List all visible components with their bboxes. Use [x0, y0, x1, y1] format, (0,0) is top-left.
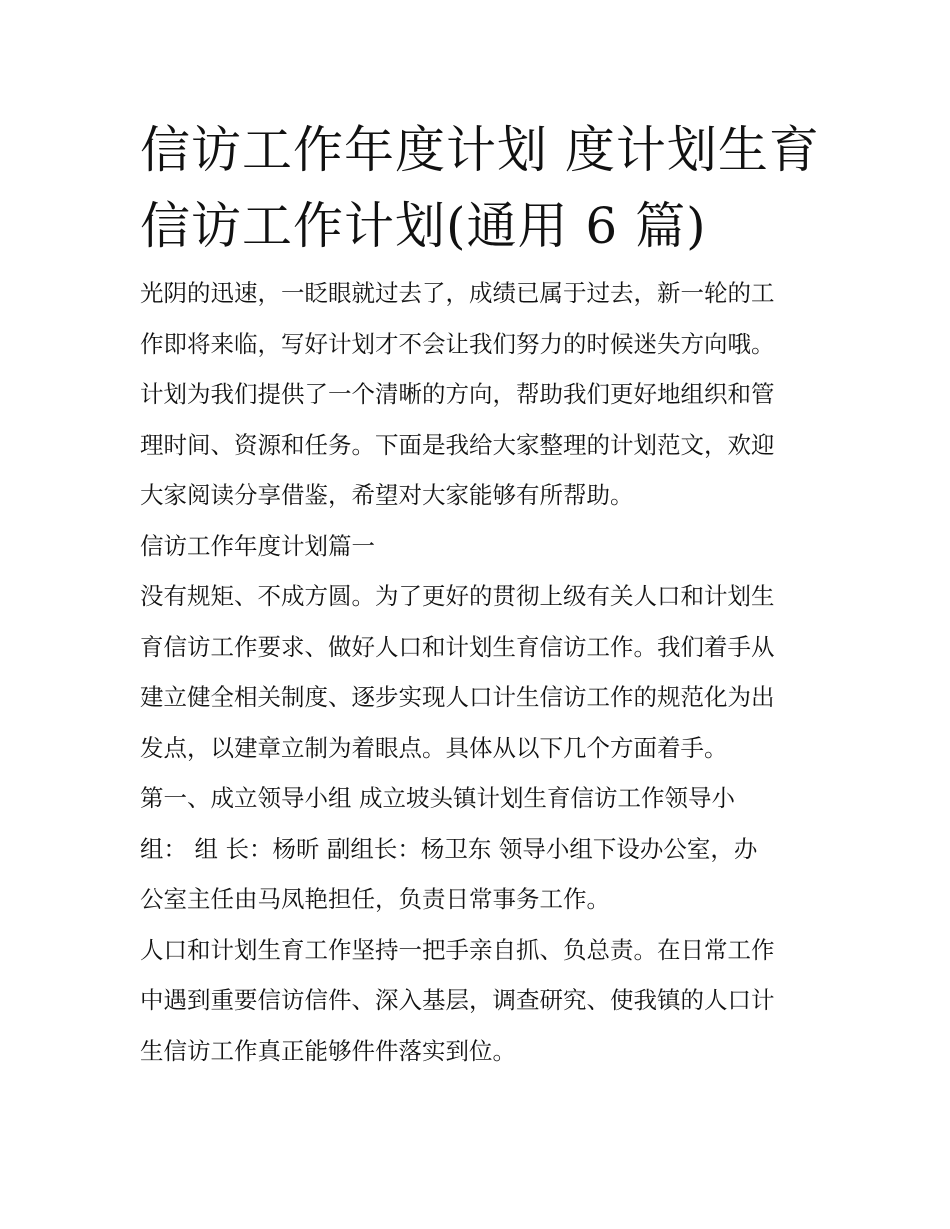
- text-line: 组： 组 长：杨昕 副组长：杨卫东 领导小组下设办公室，办: [140, 834, 758, 863]
- body-paragraph: [140, 773, 820, 925]
- text-line: 信访工作年度计划篇一: [140, 531, 375, 560]
- text-line: 光阴的迅速，一眨眼就过去了，成绩已属于过去，新一轮的工: [140, 279, 775, 307]
- text-line: 中遇到重要信访信件、深入基层，调查研究、使我镇的人口计: [140, 986, 775, 1014]
- text-line: 生信访工作真正能够件件落实到位。: [140, 1036, 516, 1065]
- text-line: 作即将来临，写好计划才不会让我们努力的时候迷失方向哦。: [140, 329, 775, 358]
- body-paragraph: [140, 571, 820, 773]
- text-line: 发点，以建章立制为着眼点。具体从以下几个方面着手。: [140, 733, 728, 762]
- document-title: [140, 112, 820, 264]
- text-line: 大家阅读分享借鉴，希望对大家能够有所帮助。: [140, 481, 634, 509]
- text-line: 公室主任由马凤艳担任，负责日常事务工作。: [140, 885, 610, 913]
- text-line: 理时间、资源和任务。下面是我给大家整理的计划范文，欢迎: [140, 430, 775, 459]
- text-line: 第一、成立领导小组 成立坡头镇计划生育信访工作领导小: [140, 784, 735, 812]
- section-heading: [140, 521, 820, 572]
- intro-paragraph: [140, 268, 820, 521]
- document-body: [140, 112, 820, 1076]
- text-line: 建立健全相关制度、逐步实现人口计生信访工作的规范化为出: [140, 683, 775, 711]
- title-line: 信访工作年度计划 度计划生育: [140, 121, 820, 179]
- body-paragraph: [140, 925, 820, 1077]
- text-line: 育信访工作要求、做好人口和计划生育信访工作。我们着手从: [140, 632, 775, 661]
- text-line: 计划为我们提供了一个清晰的方向，帮助我们更好地组织和管: [140, 380, 775, 408]
- text-line: 没有规矩、不成方圆。为了更好的贯彻上级有关人口和计划生: [140, 582, 775, 610]
- title-line: 信访工作计划(通用 6 篇): [140, 197, 707, 255]
- text-line: 人口和计划生育工作坚持一把手亲自抓、负总责。在日常工作: [140, 935, 775, 964]
